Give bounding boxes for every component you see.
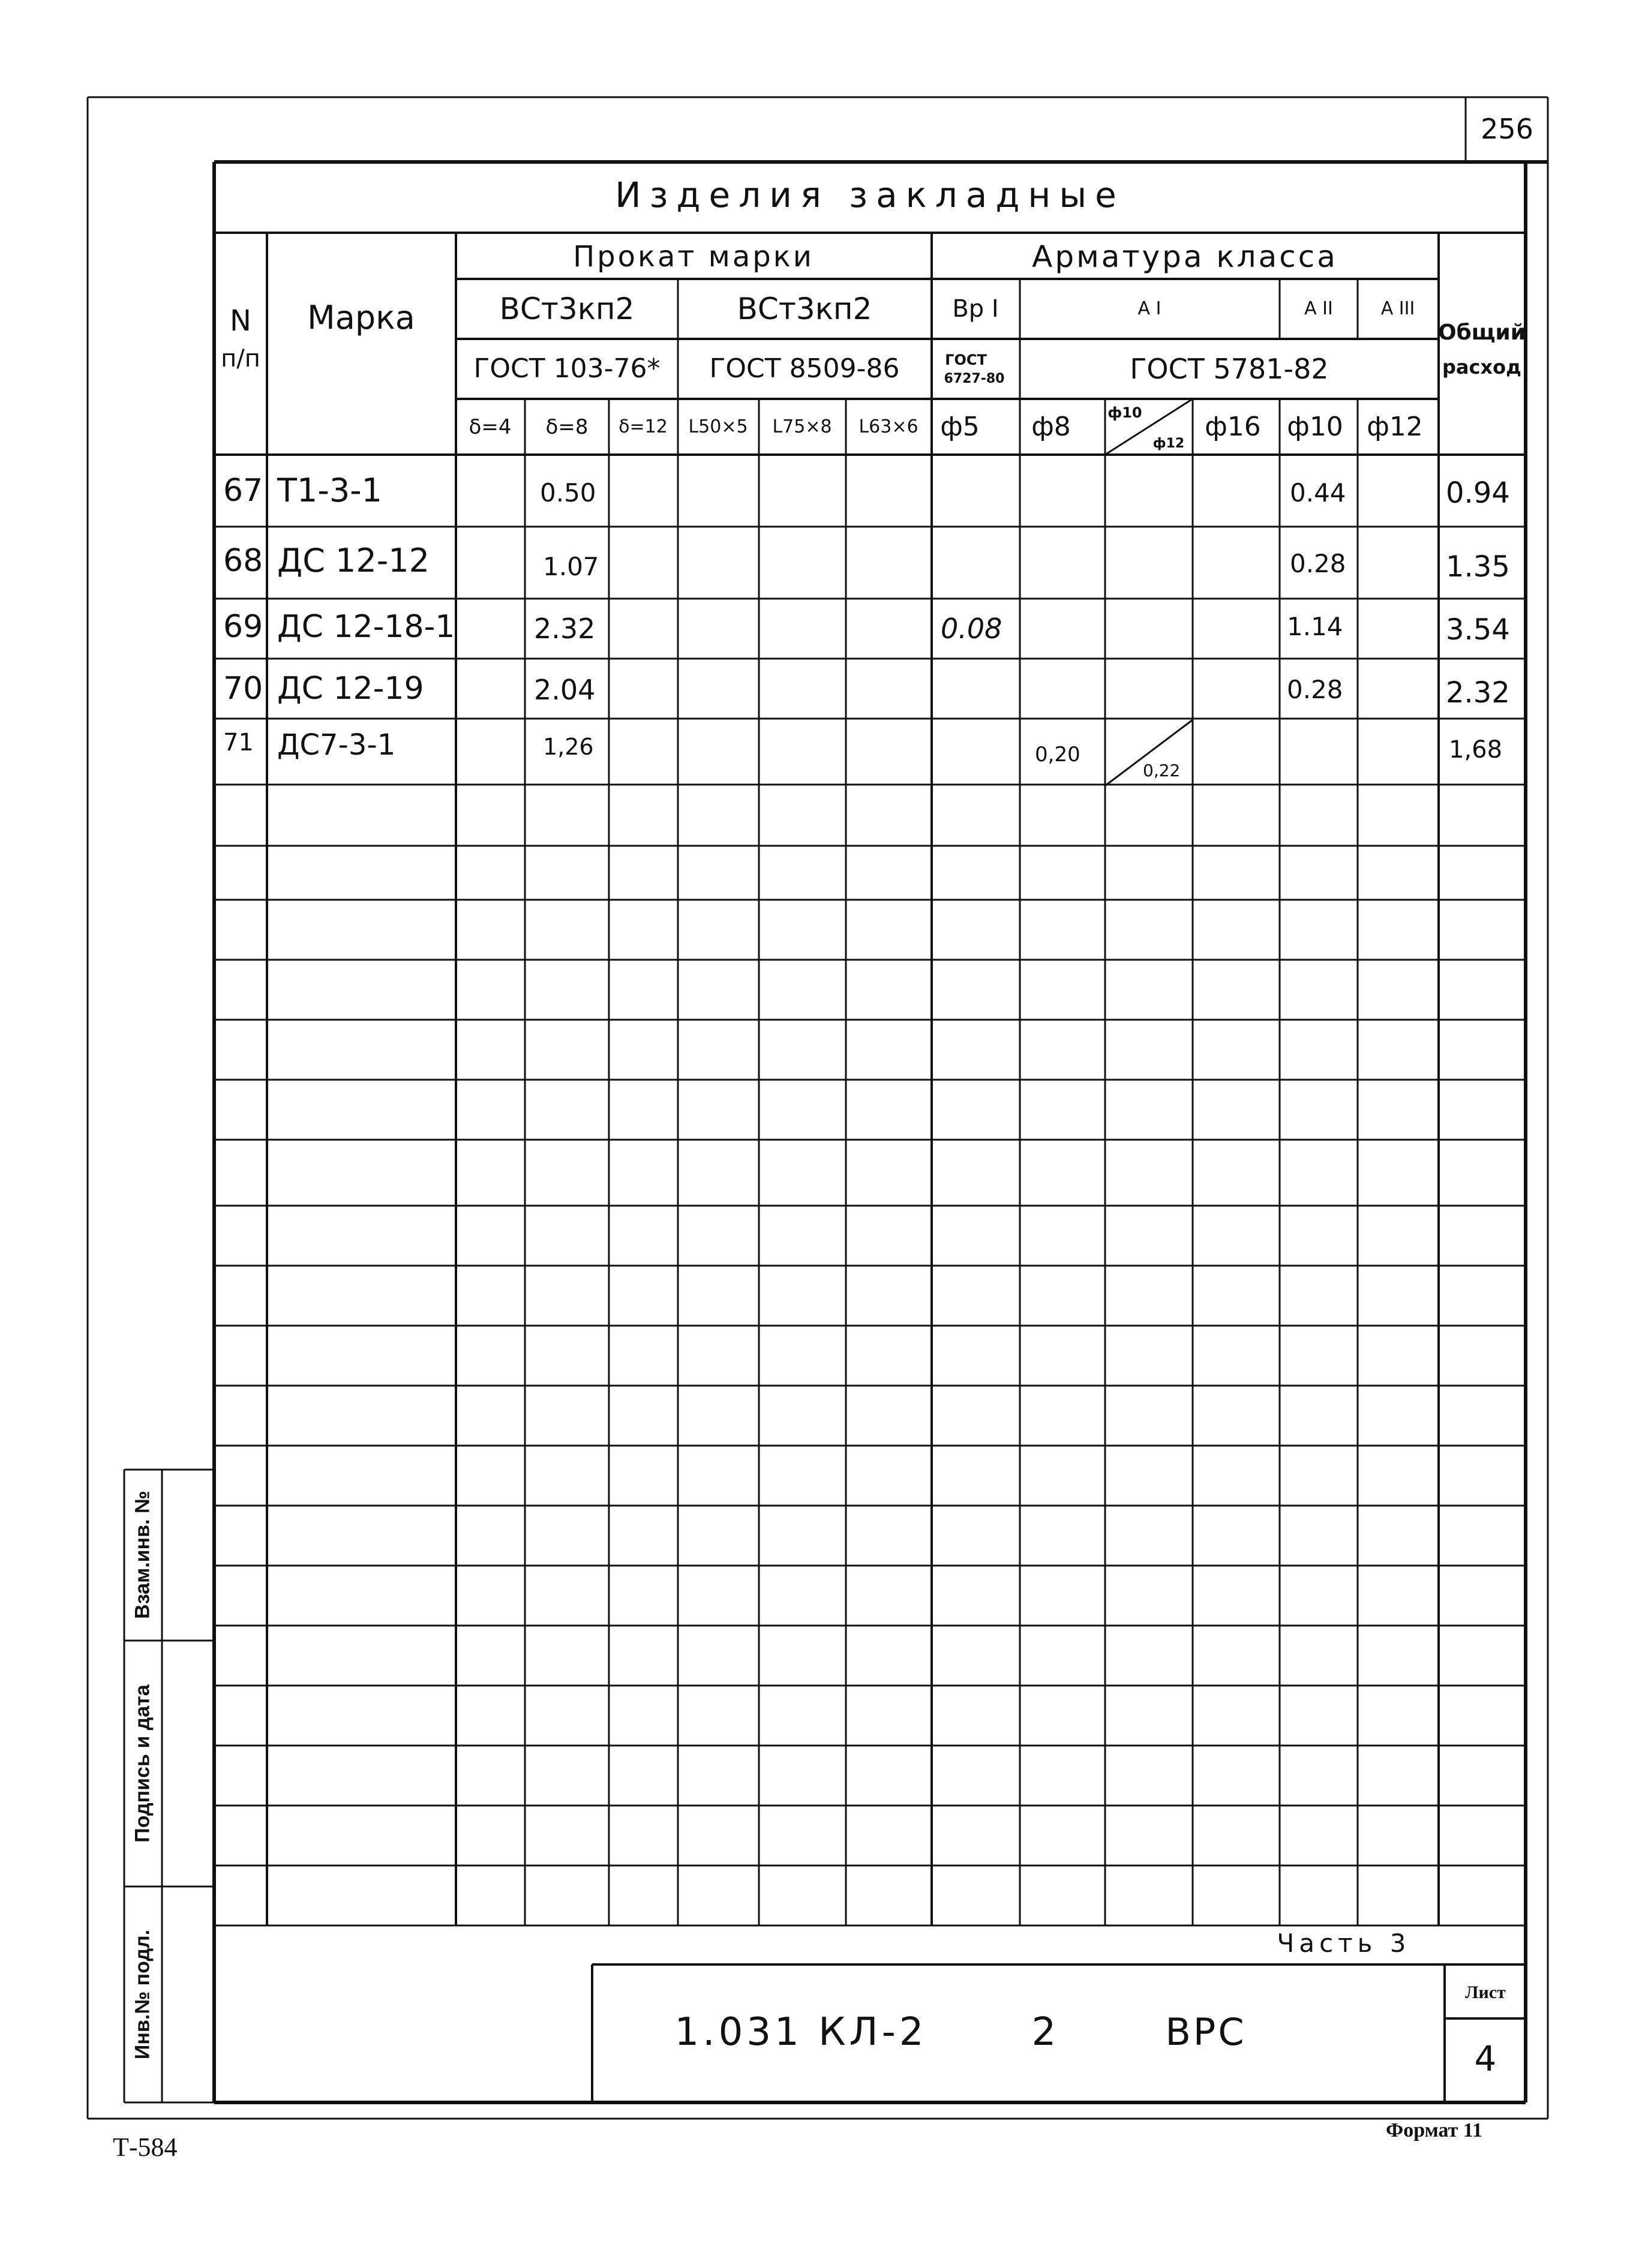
row-value-a3-10: 0.28 (1290, 549, 1346, 578)
format-label: Формат 11 (1386, 2119, 1482, 2141)
header-mark: Марка (307, 299, 415, 337)
row-number: 71 (223, 729, 254, 756)
header-num-sub: п/п (221, 345, 260, 373)
header-bp1: Вр I (952, 295, 999, 323)
sub-header: ф5 (940, 411, 980, 442)
row-number: 69 (223, 609, 263, 645)
sub-header: ф16 (1205, 411, 1261, 442)
sheet-number: 4 (1474, 2038, 1497, 2079)
row-value-d8: 1,26 (543, 734, 594, 760)
header-steel-2: ВСт3кп2 (737, 292, 872, 326)
row-total: 1.35 (1446, 550, 1510, 584)
sheet-label: Лист (1465, 1982, 1506, 2002)
header-gost-1: ГОСТ 103-76* (473, 353, 661, 384)
document-issue: 2 (1031, 2010, 1056, 2054)
row-mark: ДС 12-12 (277, 542, 430, 579)
sub-header: L75×8 (772, 416, 832, 437)
row-value-f8: 0,20 (1035, 743, 1080, 767)
page-number: 256 (1481, 113, 1533, 145)
row-value-d8: 2.04 (534, 674, 596, 706)
sub-header: ф8 (1031, 411, 1071, 442)
header-rolled: Прокат марки (573, 240, 814, 274)
row-value-d8: 0.50 (540, 478, 596, 507)
side-field-signature-date: Подпись и дата (131, 1684, 154, 1843)
header-a1: А I (1137, 298, 1161, 319)
row-number: 70 (223, 671, 263, 707)
row-mark: Т1-3-1 (277, 471, 383, 509)
row-value-a3-10: 0.28 (1287, 675, 1343, 704)
header-steel-1: ВСт3кп2 (499, 292, 635, 326)
table-title: Изделия закладные (615, 175, 1125, 215)
row-mark: ДС7-3-1 (277, 728, 396, 762)
header-a3: А III (1380, 298, 1415, 319)
header-gost-2: ГОСТ 8509-86 (709, 353, 900, 384)
header-gost-3b: 6727-80 (944, 371, 1005, 386)
part-label: Часть 3 (1277, 1928, 1411, 1958)
row-total: 1,68 (1449, 736, 1503, 764)
row-value-diag: 0,22 (1143, 761, 1181, 780)
row-value-d8: 2.32 (534, 612, 596, 645)
side-field-replacement-inv: Взам.инв. № (131, 1491, 154, 1619)
inventory-code: Т-584 (113, 2132, 178, 2162)
sub-header: L63×6 (858, 416, 918, 437)
row-mark: ДС 12-18-1 (277, 609, 455, 645)
row-total: 2.32 (1446, 676, 1510, 710)
sub-header: δ=12 (619, 416, 668, 437)
header-num: N (230, 304, 251, 338)
sub-header: L50×5 (688, 416, 748, 437)
row-mark: ДС 12-19 (277, 671, 424, 707)
row-value-a3-10: 0.44 (1290, 478, 1346, 507)
sub-header-diag-bottom: ф12 (1152, 436, 1185, 451)
header-total-2: расход (1442, 356, 1521, 378)
row-number: 67 (223, 473, 263, 509)
row-value-d8: 1.07 (543, 552, 599, 581)
header-gost-3a: ГОСТ (945, 352, 987, 368)
row-total: 3.54 (1446, 613, 1510, 647)
side-field-original-inv: Инв.№ подл. (131, 1929, 154, 2060)
sub-header: δ=8 (545, 415, 589, 439)
header-total-1: Общий (1438, 320, 1526, 345)
sub-header: ф12 (1367, 411, 1423, 442)
row-value-f5: 0.08 (941, 612, 1002, 645)
header-a2: А II (1304, 298, 1333, 319)
row-value-a3-10: 1.14 (1287, 612, 1343, 641)
sub-header: ф10 (1287, 411, 1343, 442)
row-number: 68 (223, 543, 263, 579)
header-gost-4: ГОСТ 5781-82 (1130, 353, 1329, 385)
row-total: 0.94 (1446, 476, 1510, 510)
sub-header-diag-top: ф10 (1107, 404, 1142, 421)
document-org: ВРС (1165, 2010, 1247, 2054)
sub-header: δ=4 (469, 415, 512, 439)
header-rebar: Арматура класса (1032, 239, 1338, 274)
document-code: 1.031 КЛ-2 (674, 2010, 927, 2054)
